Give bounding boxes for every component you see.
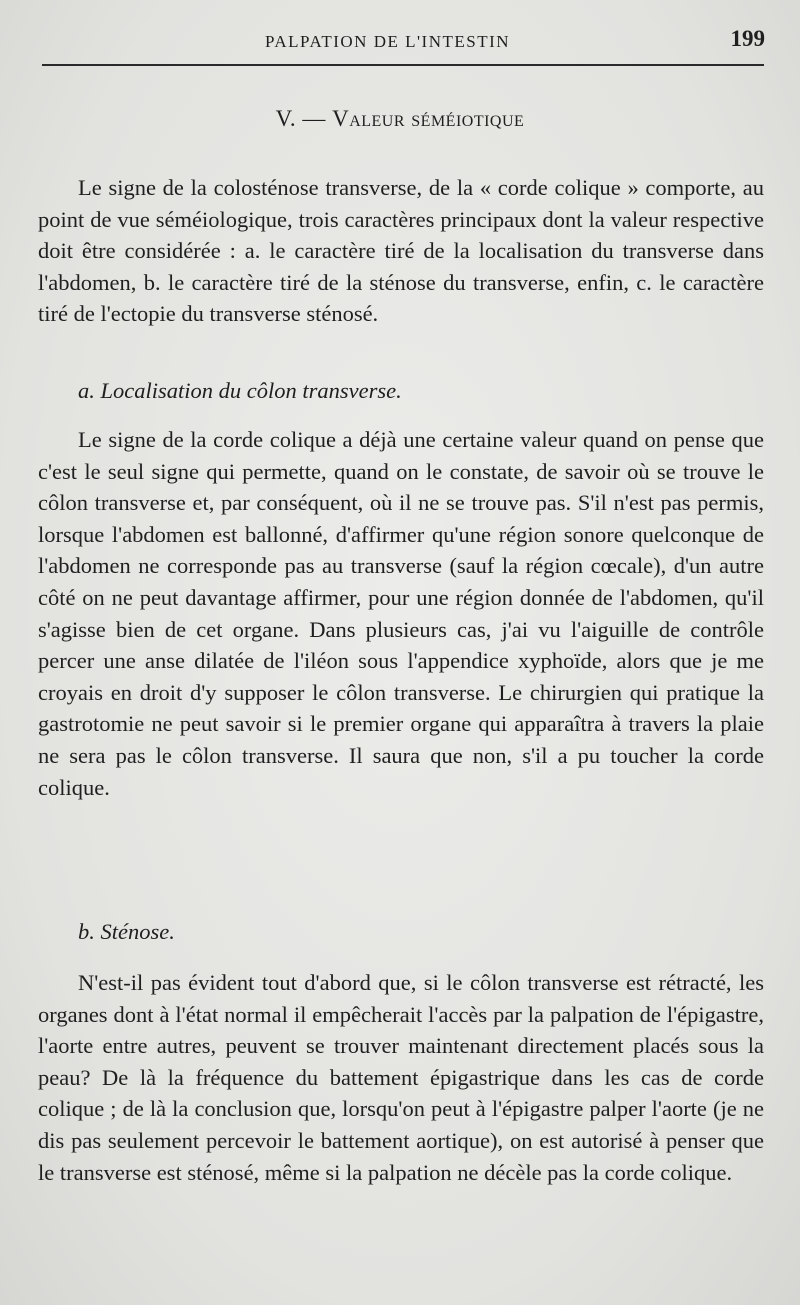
paragraph-localisation-text: Le signe de la corde colique a déjà une certaine valeur quand on pense que c'est le seul signe qui permette, quand on le constate, de savoir où se trouve le côlon transverse et, par conséquent, où il ne se trouve pas. S'il n'est pas permis, lorsque l'abdomen est ballonné, d'affirmer qu'une région sonore quelconque de l'abdomen ne corresponde pas au transverse (sauf la région cœcale), d'un autre côté on ne peut davantage affirmer, pour une région donnée de l'abdomen, qu'il s'agisse bien de cet organe. Dans plusieurs cas, j'ai vu l'aiguille de contrôle percer une anse dilatée de l'iléon sous l'appendice xyphoïde, alors que je me croyais en droit d'y supposer le côlon transverse. Le chirurgien qui pratique la gastrotomie ne peut savoir si le premier organe qui apparaîtra à travers la plaie ne sera pas le côlon transverse. Il saura que non, s'il a pu toucher la corde colique. (38, 427, 764, 800)
page-header (40, 22, 765, 62)
section-number: V. — (275, 106, 326, 131)
paragraph-intro (38, 172, 764, 330)
paragraph-stenose (38, 967, 764, 1188)
section-title: Valeur séméiotique (332, 106, 525, 131)
subheading-localisation: a. Localisation du côlon transverse. (78, 378, 402, 403)
section-heading (0, 106, 800, 132)
page-number: 199 (730, 26, 765, 51)
running-head: PALPATION DE L'INTESTIN (265, 32, 511, 51)
header-rule (42, 64, 764, 66)
subheading-stenose: b. Sténose. (78, 919, 175, 944)
paragraph-intro-text: Le signe de la colosténose transverse, de la « corde colique » comporte, au point de vue séméiologique, trois caractères principaux dont la valeur respective doit être considérée : a. le caractère tiré de la localisation du transverse dans l'abdomen, b. le caractère tiré de la sténose du transverse, enfin, c. le caractère tiré de l'ectopie du transverse sténosé. (38, 175, 764, 327)
paragraph-stenose-text: N'est-il pas évident tout d'abord que, si le côlon transverse est rétracté, les organes dont à l'état normal il empêcherait l'accès par la palpation de l'épigastre, l'aorte entre autres, peuvent se trouver maintenant directement placés sous la peau? De là la fréquence du battement épigastrique dans les cas de corde colique ; de là la conclusion que, lorsqu'on peut à l'épigastre palper l'aorte (je ne dis pas seulement percevoir le battement aortique), on est autorisé à penser que le transverse est sténosé, même si la palpation ne décèle pas la corde colique. (38, 970, 764, 1185)
paragraph-localisation (38, 424, 764, 803)
